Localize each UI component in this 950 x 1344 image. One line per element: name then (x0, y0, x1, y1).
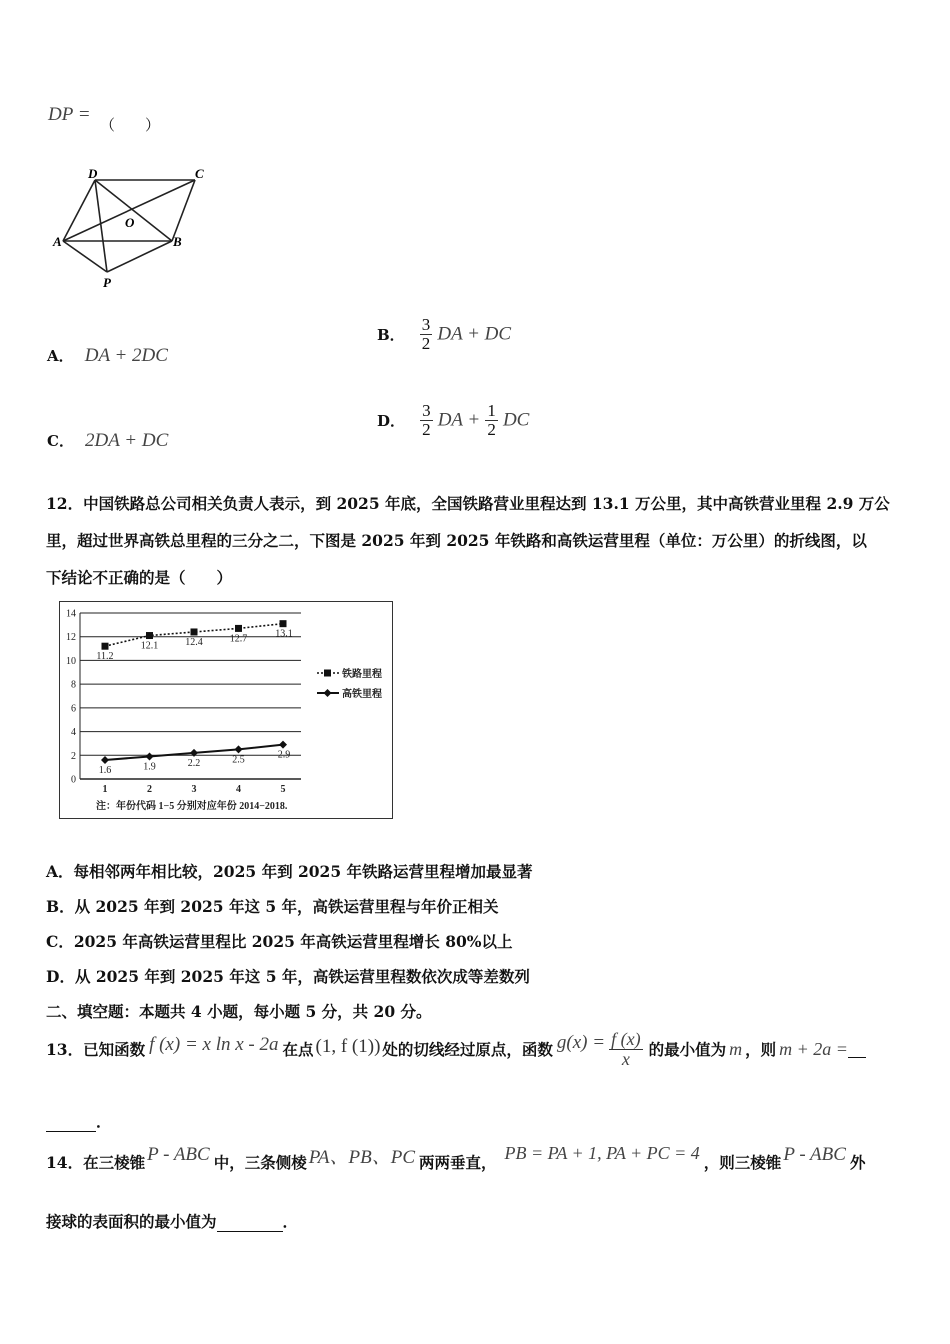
q13-mid-4: ，则 (745, 1040, 777, 1059)
q13-g-den: x (621, 1048, 630, 1069)
option-d-frac2-num: 1 (487, 401, 496, 420)
q13-mid-2: 处的切线经过原点，函数 (382, 1040, 553, 1059)
q14-mid-1: 中，三条侧棱 (213, 1153, 307, 1172)
q14-blank (217, 1215, 283, 1232)
q14-end: ． (282, 1212, 299, 1231)
option-d-fraction-1 (420, 402, 433, 439)
q13-g-num: f (x) (611, 1028, 641, 1049)
series-1-data-label-1: 1.6 (98, 765, 112, 777)
y-tick-label-14: 14 (66, 608, 76, 620)
q14-mid-3: ，则三棱锥 (703, 1153, 782, 1172)
x-tick-label-2: 2 (147, 784, 152, 795)
q14-mid-2: 两两垂直， (419, 1153, 497, 1172)
y-tick-label-0: 0 (71, 774, 76, 786)
y-tick-label-10: 10 (66, 655, 76, 667)
q13-g-lhs: g(x) = (556, 1032, 606, 1053)
q12-option-c: C．2025 年高铁运营里程比 2025 年高铁运营里程增长 80%以上 (46, 932, 513, 951)
series-0-marker-2 (146, 632, 153, 639)
y-tick-label-4: 4 (71, 727, 76, 739)
series-1-data-label-3: 2.2 (187, 757, 201, 769)
q12-option-d: D．从 2025 年到 2025 年这 5 年，高铁运营里程数依次成等差数列 (46, 967, 530, 986)
q14-line-1 (46, 1142, 865, 1182)
q14-line-2-text: 接球的表面积的最小值为 (46, 1212, 217, 1231)
q14-tail: 外 (849, 1153, 866, 1172)
q11-answer-paren: （ ） (100, 116, 161, 134)
q14-condition: PB = PA + 1, PA + PC = 4 (504, 1142, 700, 1163)
option-d-label: D． (377, 411, 406, 430)
y-tick-label-2: 2 (71, 750, 76, 762)
option-c-label: C． (47, 432, 74, 450)
label-D: D (88, 166, 98, 181)
chart-note: 注：年份代码 1−5 分别对应年份 2014−2018. (96, 801, 288, 812)
label-B: B (173, 234, 182, 249)
q14-line-2 (46, 1210, 298, 1232)
x-tick-label-3: 3 (191, 784, 197, 795)
q12-option-a: A．每相邻两年相比较，2025 年到 2025 年铁路运营里程增加最显著 (46, 862, 533, 881)
option-c-expr: 2DA + DC (85, 430, 169, 451)
series-0-data-label-3: 12.4 (185, 636, 203, 648)
q12-option-b: B．从 2025 年到 2025 年这 5 年，高铁运营里程与年价正相关 (46, 897, 499, 916)
option-a-label: A． (47, 347, 74, 365)
series-0-marker-1 (102, 643, 109, 650)
chart-frame (60, 602, 393, 819)
option-b-label: B． (377, 325, 405, 344)
series-0-marker-3 (191, 628, 198, 635)
option-b-fraction (420, 316, 433, 353)
q13-f-expr: f (x) = x ln x - 2a (149, 1034, 279, 1055)
option-d-frac1-num: 3 (422, 401, 431, 420)
q11-option-c (47, 430, 168, 452)
q14-prefix: 14．在三棱锥 (46, 1153, 146, 1172)
q13-line-2 (46, 1110, 112, 1132)
legend-marker-0 (324, 670, 331, 677)
legend-label-1: 高铁里程 (342, 689, 382, 700)
q13-point: (1, f (1)) (315, 1036, 381, 1057)
series-1-data-label-4: 2.5 (232, 754, 245, 766)
q11-option-d (377, 402, 529, 439)
series-1-data-label-5: 2.9 (277, 749, 291, 761)
y-tick-label-6: 6 (71, 703, 76, 715)
q11-option-a (47, 345, 168, 367)
q14-edges: PA、PB、PC (308, 1146, 415, 1168)
q11-option-b (377, 316, 511, 353)
option-d-frac2-den: 2 (487, 419, 496, 439)
x-tick-label-4: 4 (236, 784, 241, 795)
q14-pyramid: P - ABC (147, 1144, 210, 1165)
q13-blank-start (848, 1041, 866, 1058)
y-tick-label-8: 8 (71, 679, 76, 691)
label-C: C (195, 166, 204, 181)
series-0-data-label-1: 11.2 (96, 651, 114, 663)
y-tick-label-12: 12 (66, 632, 76, 644)
q12-line-2: 里，超过世界高铁总里程的三分之二，下图是 2025 年到 2025 年铁路和高铁运营里程（单位：万公里）的折线图，以 (46, 531, 867, 550)
series-0-marker-5 (280, 620, 287, 627)
label-O: O (125, 215, 135, 230)
series-0-data-label-4: 12.7 (229, 633, 248, 645)
label-P: P (103, 275, 111, 290)
option-b-frac-num: 3 (421, 315, 431, 334)
option-a-expr: DA + 2DC (84, 345, 168, 366)
option-d-expr-1: DA + (437, 409, 481, 431)
option-b-frac-den: 2 (421, 333, 431, 353)
q13-mid-1: 在点 (282, 1040, 314, 1059)
x-tick-label-1: 1 (102, 784, 108, 795)
x-tick-label-5: 5 (280, 784, 286, 795)
q13-g-fraction (609, 1030, 642, 1069)
q12-line-1: 12．中国铁路总公司相关负责人表示，到 2025 年底，全国铁路营业里程达到 13.1 万公里，其中高铁营业里程 2.9 万公 (46, 494, 890, 513)
option-d-frac1-den: 2 (422, 419, 431, 439)
q13-m: m (729, 1038, 743, 1059)
q13-mid-3: 的最小值为 (648, 1040, 727, 1059)
legend-label-0: 铁路里程 (342, 669, 382, 680)
q13-prefix: 13．已知函数 (46, 1040, 146, 1059)
series-1-data-label-2: 1.9 (143, 761, 156, 773)
q13-rhs: m + 2a = (779, 1038, 848, 1059)
q12-line-3: 下结论不正确的是（ ） (46, 568, 233, 587)
parallelogram-figure (50, 164, 220, 292)
q13-blank-end (46, 1115, 96, 1132)
label-A: A (53, 234, 62, 249)
series-0-marker-4 (235, 625, 242, 632)
q13-line-1 (46, 1024, 866, 1074)
option-b-expr: DA + DC (437, 323, 512, 345)
option-d-expr-2: DC (502, 409, 530, 431)
q13-end: ． (96, 1112, 112, 1131)
section-2-heading: 二、填空题：本题共 4 小题，每小题 5 分，共 20 分。 (46, 1002, 432, 1021)
series-0-data-label-2: 12.1 (140, 640, 159, 652)
railway-mileage-line-chart (59, 601, 393, 819)
series-0-data-label-5: 13.1 (275, 628, 293, 640)
option-d-fraction-2 (485, 402, 498, 439)
q11-stem-lhs: DP = (48, 104, 91, 125)
q14-pyramid-2: P - ABC (783, 1144, 846, 1165)
